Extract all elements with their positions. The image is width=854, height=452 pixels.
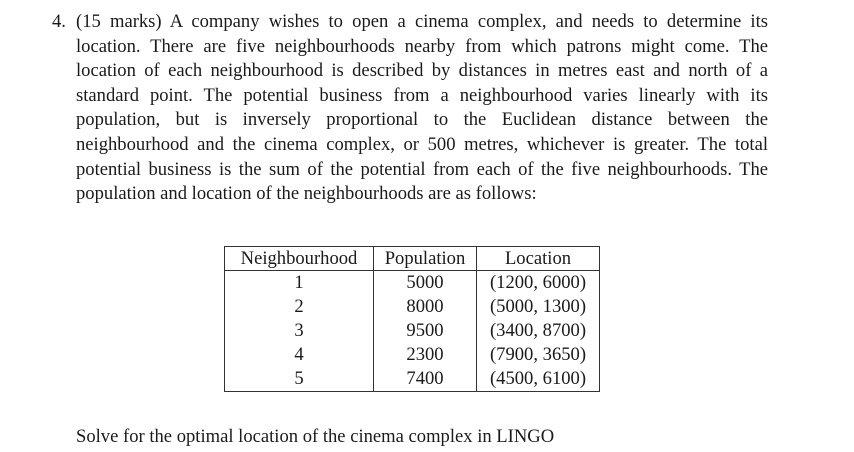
cell-neighbourhood: 2 <box>294 296 304 317</box>
header-population: Population <box>374 247 477 271</box>
data-table <box>224 246 600 392</box>
cell-neighbourhood: 1 <box>294 272 304 293</box>
cell-population: 7400 <box>374 367 477 392</box>
cell-neighbourhood: 4 <box>294 344 304 365</box>
cell-location: (1200, 6000) <box>477 271 600 296</box>
instruction-text: Solve for the optimal location of the cinema complex in LINGO <box>76 426 555 447</box>
cell-location: (7900, 3650) <box>477 343 600 367</box>
cell-population: 2300 <box>374 343 477 367</box>
problem-number: 4. <box>52 11 66 32</box>
table-row <box>225 271 600 296</box>
table-row <box>225 295 600 319</box>
table-row <box>225 343 600 367</box>
cell-population: 9500 <box>374 319 477 343</box>
header-neighbourhood: Neighbourhood <box>225 247 374 271</box>
problem-text: (15 marks) A company wishes to open a cinema complex, and needs to determine its location. There are five neighbourhoods nearby from which patrons might come. The location of each neighbourhood is described by distances in metres east and north of a standard point. The potential business from a neighbourhood varies linearly with its population, but is inversely proportional to the Euclidean distance between the neighbourhood and the cinema complex, or 500 metres, whichever is greater. The total potential business is the sum of the potential from each of the five neighbourhoods. The population and location of the neighbourhoods are as follows: <box>76 11 768 205</box>
problem-statement <box>52 10 768 207</box>
table-row <box>225 319 600 343</box>
cell-population: 5000 <box>374 271 477 296</box>
neighbourhood-table <box>224 246 600 392</box>
table-header-row <box>225 247 600 271</box>
header-location: Location <box>477 247 600 271</box>
cell-location: (5000, 1300) <box>477 295 600 319</box>
cell-neighbourhood: 5 <box>294 368 304 389</box>
cell-neighbourhood: 3 <box>294 320 304 341</box>
cell-location: (4500, 6100) <box>477 367 600 392</box>
table-row <box>225 367 600 392</box>
cell-population: 8000 <box>374 295 477 319</box>
cell-location: (3400, 8700) <box>477 319 600 343</box>
